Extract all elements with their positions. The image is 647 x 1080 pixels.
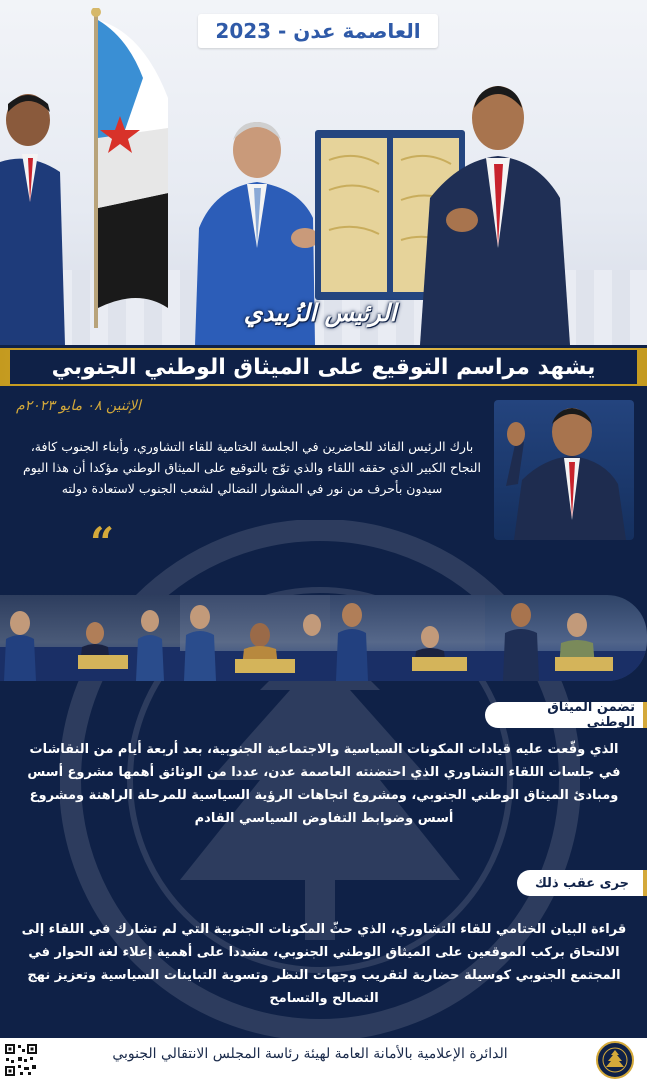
person-right — [420, 78, 570, 345]
hero-photo — [0, 0, 647, 345]
quote-close-icon: “ — [90, 518, 115, 567]
section-label-charter: تضمن الميثاق الوطني — [485, 702, 647, 728]
person-left — [0, 92, 65, 345]
footer-text: الدائرة الإعلامية بالأمانة العامة لهيئة رئاسة المجلس الانتقالي الجنوبي — [112, 1046, 508, 1062]
event-banner: العاصمة عدن - 2023 — [198, 14, 438, 48]
council-logo-icon — [596, 1041, 634, 1079]
strip-photo-4 — [485, 595, 647, 681]
strip-photo-1 — [0, 595, 180, 681]
flag-icon — [48, 8, 188, 328]
section-label-after: جرى عقب ذلك — [517, 870, 647, 896]
qr-code-icon — [4, 1043, 38, 1077]
page-title: يشهد مراسم التوقيع على الميثاق الوطني الجنوبي — [10, 350, 637, 384]
section-text-after: قراءة البيان الختامي للقاء التشاوري، الذي حثّ المكونات الجنوبية التي لم تشارك في اللقاء إلى الالتحاق بركب الموقعين على الميثاق الوطني الجنوبي، مشددا على أهمية إعلاء لغة الحوار في المجتمع الجنوبي كوسيلة حضارية لتقريب وجهات النظر وتسوية التباينات السياسية وتعزيز نهج التصالح والتسامح — [21, 922, 627, 1006]
speaker-photo — [494, 400, 634, 540]
photo-strip — [0, 595, 647, 681]
hero-caption: الرئيس الزُبيدي — [243, 298, 397, 327]
event-date: الإثنين ٠٨ مايو ٢٠٢٣م — [16, 398, 141, 414]
speaker-figure — [494, 400, 634, 540]
section-text-charter: الذي وقّعت عليه قيادات المكونات السياسية والاجتماعية الجنوبية، بعد أربعة أيام من النقاشات في جلسات اللقاء التشاوري الذي احتضنته العاصمة عدن، عددا من الوثائق أهمها مشروع أسس ومبادئ الميثاق الوطني الجنوبي، ومشروع اتجاهات الرؤية السياسية للمرحلة الراهنة ومشروع أسس وضوابط التفاوض السياسي القادم — [27, 742, 621, 826]
strip-photo-3 — [330, 595, 485, 681]
strip-photo-2 — [180, 595, 330, 681]
quote-text: بارك الرئيس القائد للحاضرين في الجلسة الختامية للقاء التشاوري، وأبناء الجنوب كافة، النجاح الكبير الذي حققه اللقاء والذي توّج بالتوقيع على الميثاق الوطني مؤكدا أن هذا اليوم سيدون بأحرف من نور في المشوار النضالي لشعب الجنوب لاستعادة دولته — [23, 439, 481, 496]
